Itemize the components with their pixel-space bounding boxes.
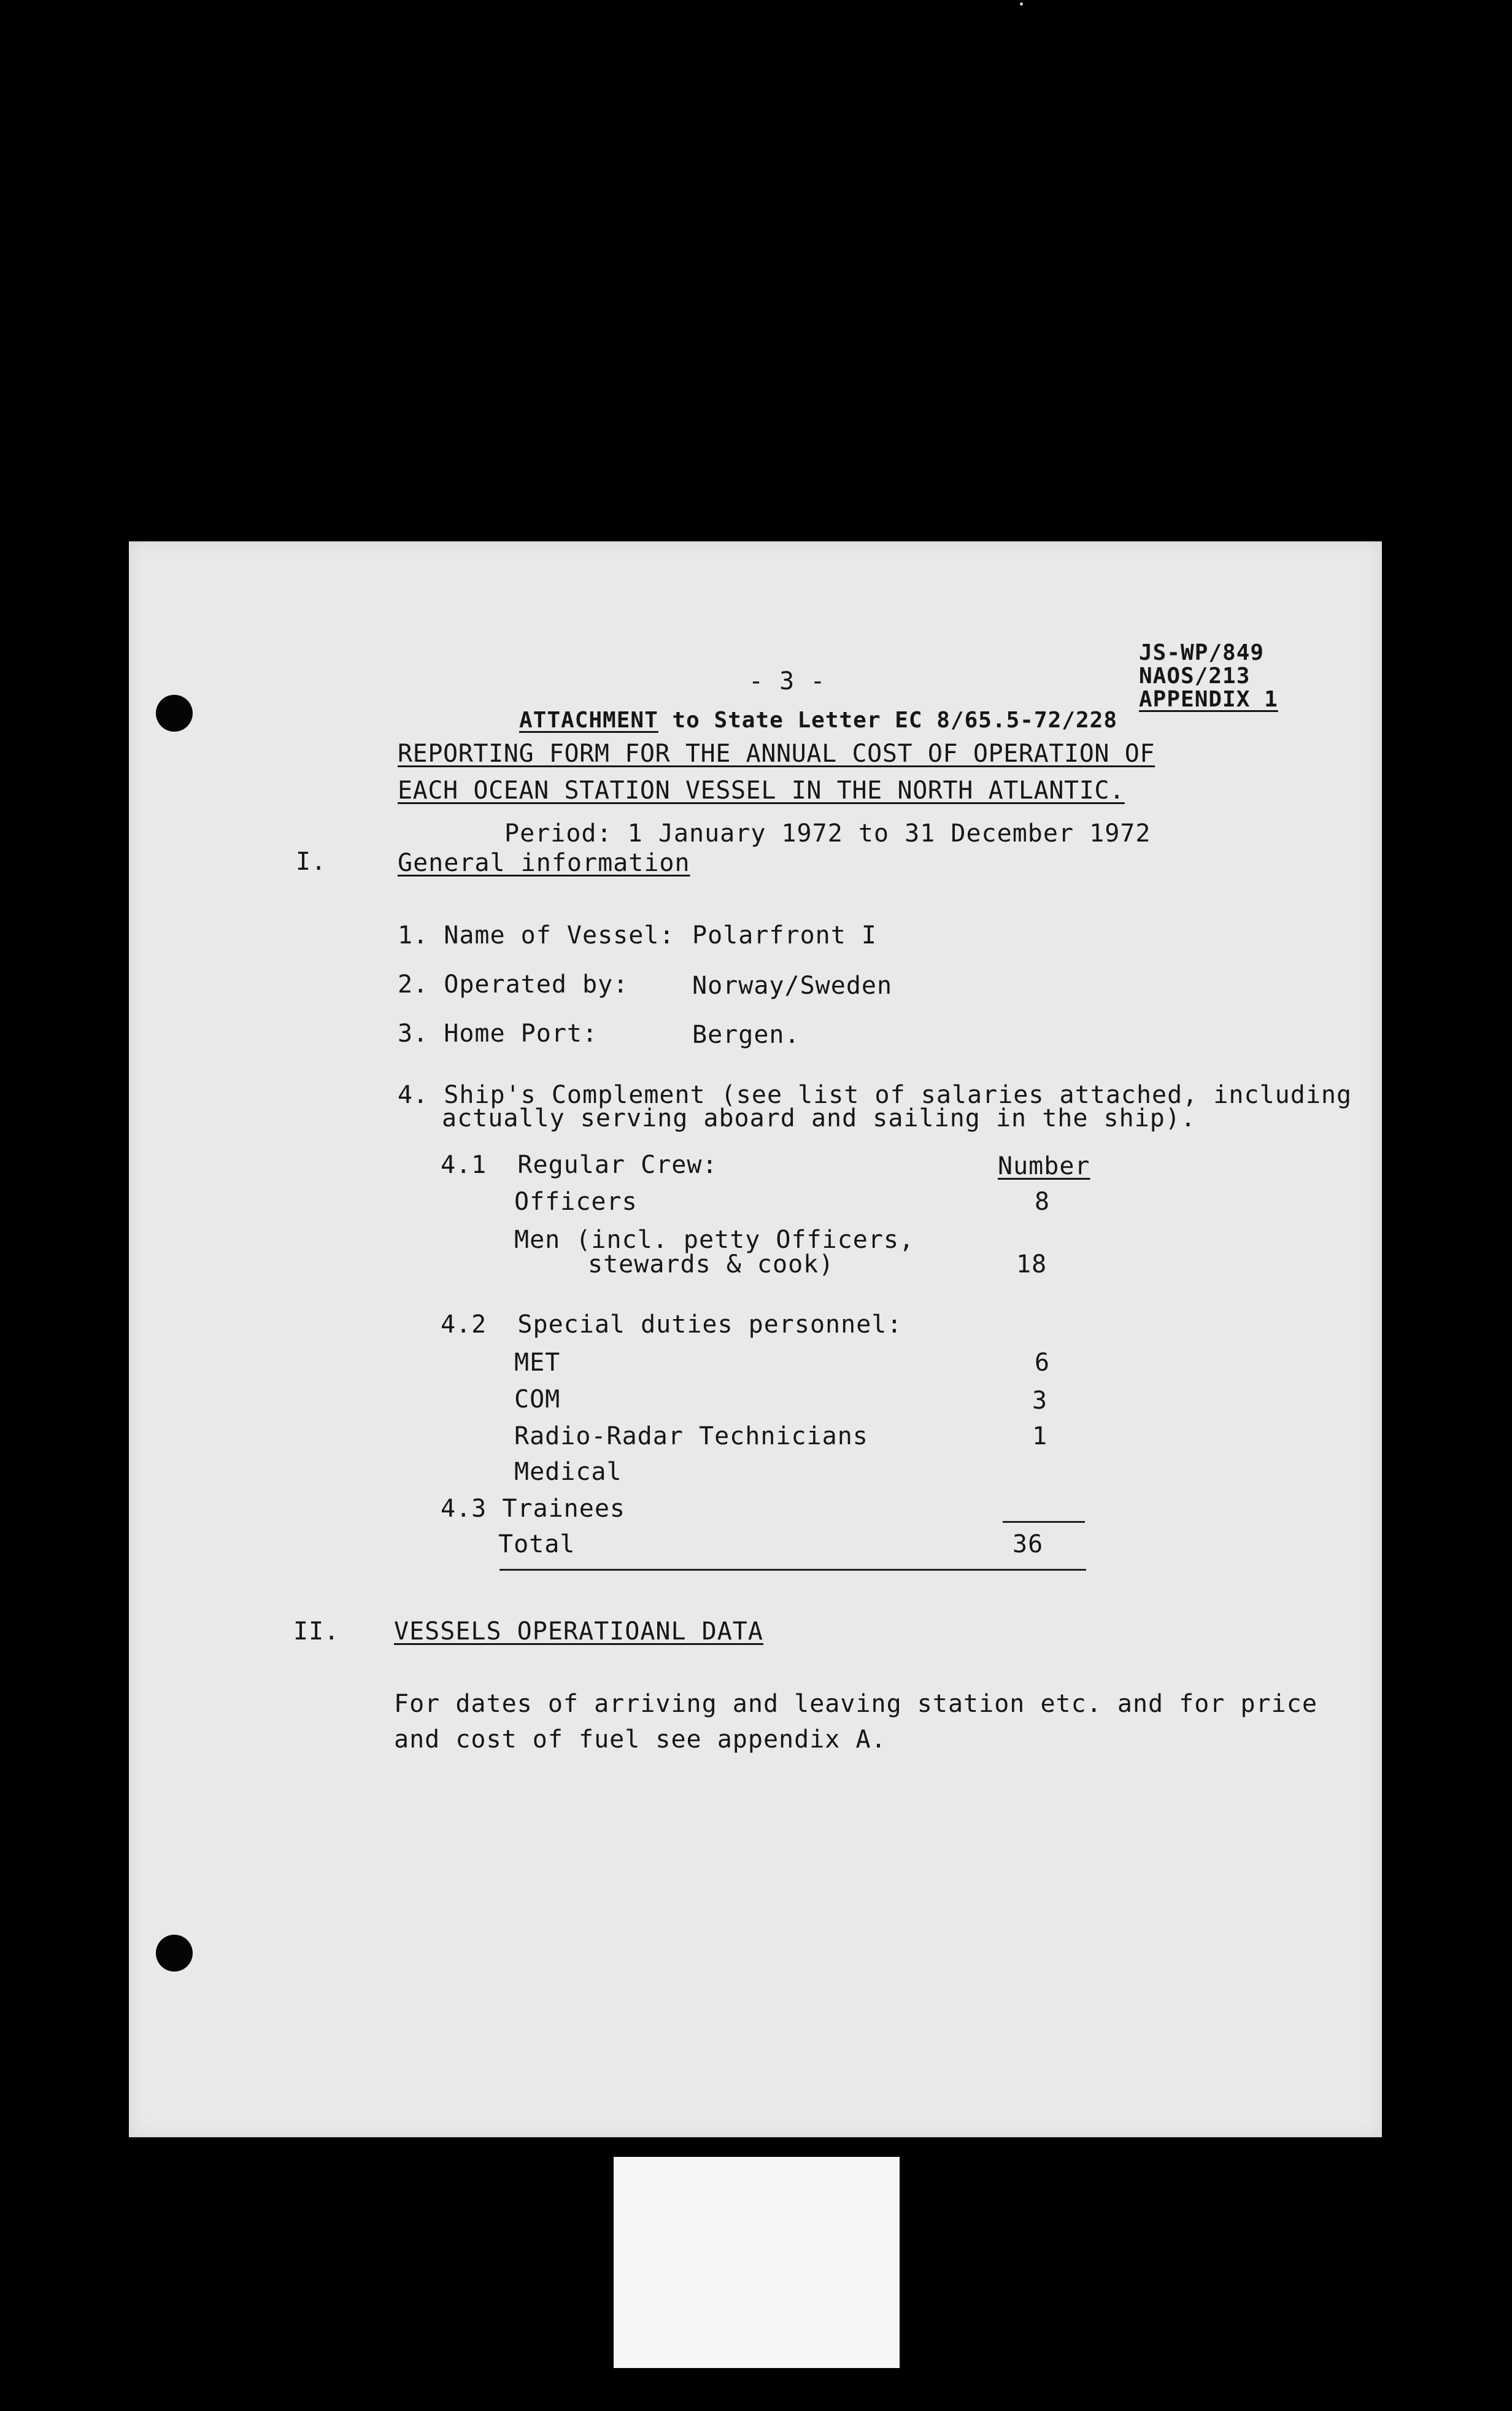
officers-label: Officers [514, 1188, 638, 1216]
doc-reference-2: NAOS/213 [1139, 664, 1251, 689]
section-2-body-line-1: For dates of arriving and leaving station etc. and for price [394, 1690, 1317, 1718]
special-duties-label: 4.2 Special duties personnel: [441, 1310, 903, 1339]
total-rule [500, 1569, 1086, 1571]
vessel-name-value: Polarfront I [692, 921, 877, 950]
total-label: Total [498, 1530, 576, 1558]
vessel-name-label: 1. Name of Vessel: [398, 921, 675, 950]
number-column-header: Number [998, 1152, 1090, 1180]
com-count: 3 [1032, 1387, 1048, 1415]
film-speck [1020, 2, 1023, 6]
paper-slip [614, 2157, 900, 2368]
met-label: MET [514, 1349, 561, 1377]
attachment-reference: to State Letter EC 8/65.5-72/228 [658, 708, 1117, 733]
men-label-line-2: stewards & cook) [588, 1250, 835, 1279]
form-title-line-1: REPORTING FORM FOR THE ANNUAL COST OF OPERATION OF [398, 740, 1155, 768]
radio-radar-label: Radio-Radar Technicians [514, 1422, 868, 1450]
officers-count: 8 [1035, 1188, 1051, 1216]
operator-value: Norway/Sweden [692, 972, 893, 1000]
regular-crew-label: 4.1 Regular Crew: [441, 1151, 718, 1179]
men-count: 18 [1016, 1250, 1047, 1279]
section-2-body-line-2: and cost of fuel see appendix A. [394, 1725, 887, 1754]
punch-hole-bottom [156, 1935, 193, 1972]
attachment-word: ATTACHMENT [519, 708, 658, 733]
subtotal-rule [1003, 1521, 1085, 1523]
doc-reference-1: JS-WP/849 [1139, 640, 1265, 665]
trainees-label: 4.3 Trainees [441, 1495, 625, 1523]
men-label-line-1: Men (incl. petty Officers, [514, 1226, 915, 1254]
page-number: - 3 - [749, 667, 826, 695]
reporting-period: Period: 1 January 1972 to 31 December 1972 [504, 819, 1151, 848]
attachment-line [519, 710, 1117, 732]
document-page [129, 541, 1382, 2137]
section-1-numeral: I. [296, 848, 327, 876]
complement-line-2: actually serving aboard and sailing in the ship). [442, 1104, 1197, 1132]
operator-label: 2. Operated by: [398, 970, 629, 999]
punch-hole-top [156, 695, 193, 732]
home-port-value: Bergen. [692, 1021, 800, 1049]
com-label: COM [514, 1385, 561, 1414]
home-port-label: 3. Home Port: [398, 1020, 598, 1048]
medical-label: Medical [514, 1458, 622, 1486]
form-title-line-2: EACH OCEAN STATION VESSEL IN THE NORTH ATLANTIC. [398, 776, 1125, 805]
met-count: 6 [1035, 1349, 1051, 1377]
section-2-numeral: II. [293, 1617, 340, 1646]
total-count: 36 [1012, 1530, 1044, 1558]
complement-line-1: 4. Ship's Complement (see list of salaries attached, including [398, 1081, 1352, 1109]
appendix-label: APPENDIX 1 [1139, 687, 1278, 712]
section-2-heading: VESSELS OPERATIOANL DATA [394, 1617, 763, 1646]
radio-radar-count: 1 [1032, 1422, 1048, 1450]
section-1-heading: General information [398, 849, 690, 877]
